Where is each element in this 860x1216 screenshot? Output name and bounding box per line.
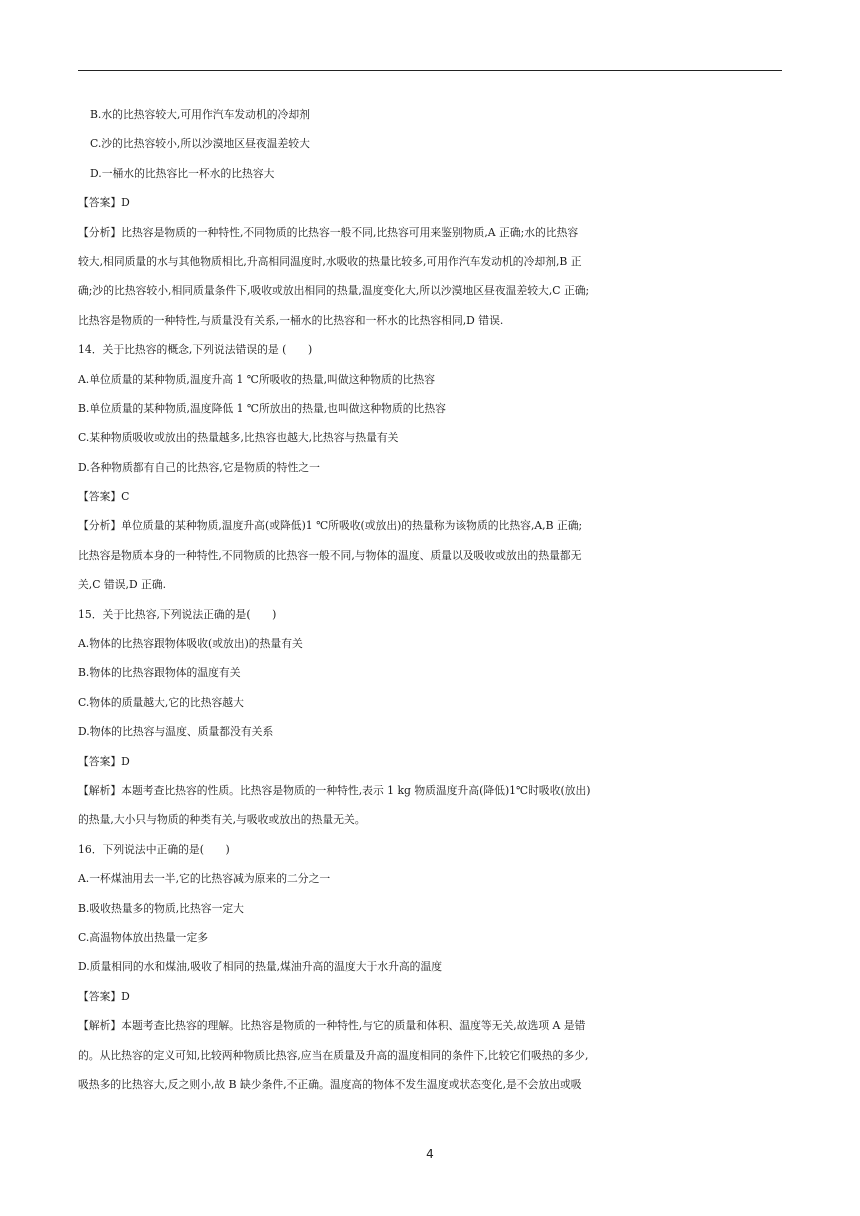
text-line: 【答案】D [78, 989, 130, 1003]
text-line: C.高温物体放出热量一定多 [78, 930, 209, 944]
text-line: D.各种物质都有自己的比热容,它是物质的特性之一 [78, 460, 320, 474]
text-line: C.某种物质吸收或放出的热量越多,比热容也越大,比热容与热量有关 [78, 431, 399, 445]
text-line: D.一桶水的比热容比一杯水的比热容大 [90, 166, 275, 180]
text-line: C.物体的质量越大,它的比热容越大 [78, 695, 244, 709]
text-line: A.单位质量的某种物质,温度升高 1 ℃所吸收的热量,叫做这种物质的比热容 [78, 372, 436, 386]
text-line: 确;沙的比热容较小,相同质量条件下,吸收或放出相同的热量,温度变化大,所以沙漠地区昼夜温差较大,C 正确; [78, 284, 590, 298]
text-line: D.质量相同的水和煤油,吸收了相同的热量,煤油升高的温度大于水升高的温度 [78, 960, 443, 974]
text-line: 【答案】D [78, 196, 130, 210]
text-line: B.物体的比热容跟物体的温度有关 [78, 666, 241, 680]
text-line: 比热容是物质本身的一种特性,不同物质的比热容一般不同,与物体的温度、质量以及吸收或放出的热量都无 [78, 548, 582, 562]
document-body [78, 100, 788, 1099]
text-line: 【解析】本题考查比热容的性质。比热容是物质的一种特性,表示 1 kg 物质温度升高(降低)1℃时吸收(放出) [78, 783, 591, 797]
text-line: 15．关于比热容,下列说法正确的是( ) [78, 607, 277, 621]
text-line: 【分析】比热容是物质的一种特性,不同物质的比热容一般不同,比热容可用来鉴别物质,A 正确;水的比热容 [78, 225, 579, 239]
text-line: D.物体的比热容与温度、质量都没有关系 [78, 725, 274, 739]
text-line: 【分析】单位质量的某种物质,温度升高(或降低)1 ℃所吸收(或放出)的热量称为该物质的比热容,A,B 正确; [78, 519, 583, 533]
text-line: 【答案】C [78, 490, 130, 504]
text-line: A.物体的比热容跟物体吸收(或放出)的热量有关 [78, 637, 303, 651]
text-line: B.单位质量的某种物质,温度降低 1 ℃所放出的热量,也叫做这种物质的比热容 [78, 401, 446, 415]
text-line: C.沙的比热容较小,所以沙漠地区昼夜温差较大 [90, 137, 310, 151]
text-line: 比热容是物质的一种特性,与质量没有关系,一桶水的比热容和一杯水的比热容相同,D 错误. [78, 313, 504, 327]
text-line: 吸热多的比热容大,反之则小,故 B 缺少条件,不正确。温度高的物体不发生温度或状态变化,是不会放出或吸 [78, 1077, 582, 1091]
text-line: 14．关于比热容的概念,下列说法错误的是 ( ) [78, 343, 313, 357]
text-line: A.一杯煤油用去一半,它的比热容减为原来的二分之一 [78, 872, 331, 886]
text-line: 的。从比热容的定义可知,比较两种物质比热容,应当在质量及升高的温度相同的条件下,比较它们吸热的多少, [78, 1048, 589, 1062]
text-line: 【答案】D [78, 754, 130, 768]
text-line: 16．下列说法中正确的是( ) [78, 842, 230, 856]
text-line: B.水的比热容较大,可用作汽车发动机的冷却剂 [90, 108, 310, 121]
page-number: 4 [426, 1147, 434, 1161]
text-line: B.吸收热量多的物质,比热容一定大 [78, 901, 244, 915]
text-line: 的热量,大小只与物质的种类有关,与吸收或放出的热量无关。 [78, 813, 366, 827]
text-line: 【解析】本题考查比热容的理解。比热容是物质的一种特性,与它的质量和体积、温度等无关,故选项 A 是错 [78, 1019, 586, 1033]
text-line: 关,C 错误,D 正确. [78, 578, 167, 592]
header-rule [78, 70, 782, 71]
text-line: 较大,相同质量的水与其他物质相比,升高相同温度时,水吸收的热量比较多,可用作汽车发动机的冷却剂,B 正 [78, 254, 582, 268]
